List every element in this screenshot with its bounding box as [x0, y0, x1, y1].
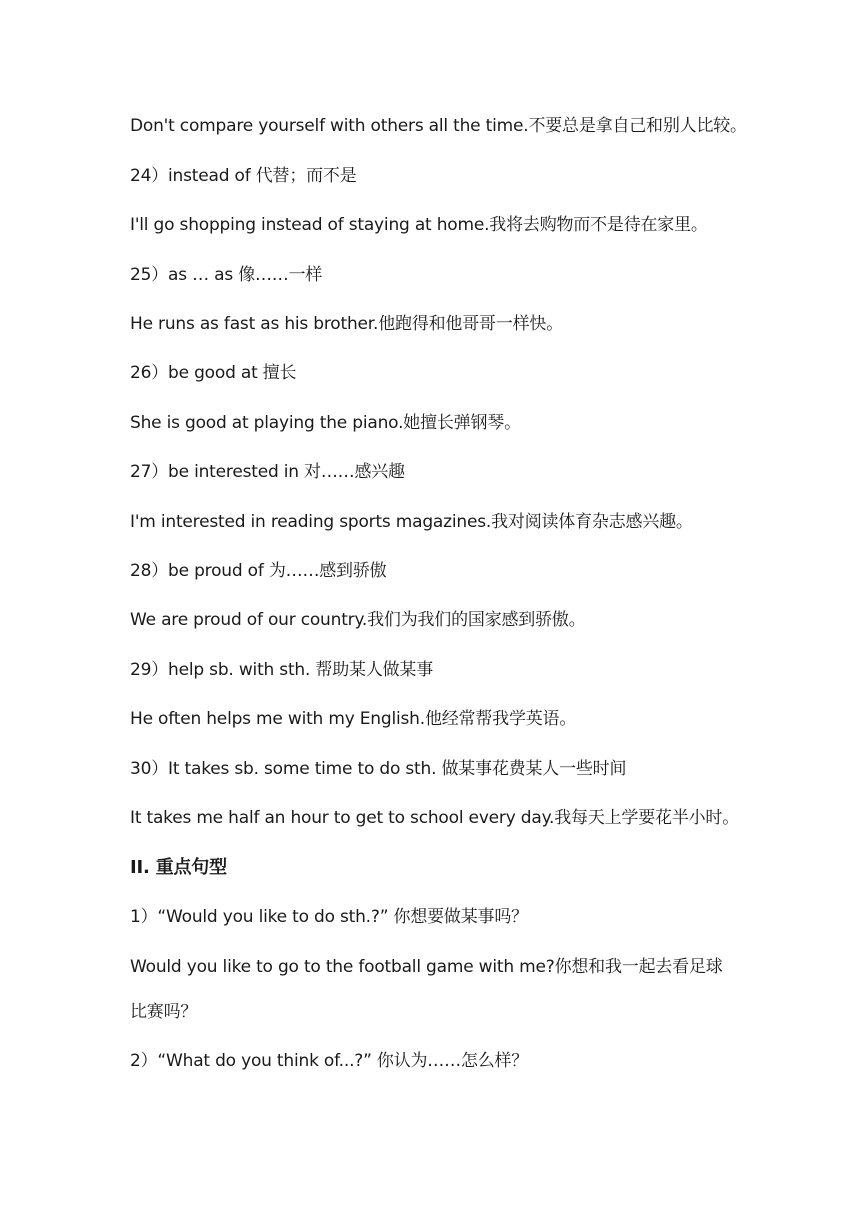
phrase-27-be-interested-in: 27）be interested in 对……感兴趣: [130, 462, 405, 482]
example-sentence-as-as: He runs as fast as his brother.他跑得和他哥哥一样快。: [130, 314, 564, 334]
example-sentence-instead-of: I'll go shopping instead of staying at home.我将去购物而不是待在家里。: [130, 215, 708, 235]
example-sentence-would-you-like-cont: 比赛吗？: [130, 1002, 198, 1022]
document-page: [130, 0, 820, 1216]
example-sentence-proud-of: We are proud of our country.我们为我们的国家感到骄傲。: [130, 610, 586, 630]
phrase-26-be-good-at: 26）be good at 擅长: [130, 363, 297, 383]
phrase-25-as-as: 25）as … as 像……一样: [130, 265, 323, 285]
section-heading-key-sentences: II. 重点句型: [130, 857, 227, 878]
pattern-1-would-you-like: 1）“Would you like to do sth.?” 你想要做某事吗？: [130, 907, 528, 927]
example-sentence-interested-in: I'm interested in reading sports magazines.我对阅读体育杂志感兴趣。: [130, 512, 693, 532]
phrase-24-instead-of: 24）instead of 代替；而不是: [130, 166, 357, 186]
example-sentence-compare: Don't compare yourself with others all the time.不要总是拿自己和别人比较。: [130, 116, 747, 136]
example-sentence-good-at: She is good at playing the piano.她擅长弹钢琴。: [130, 413, 521, 433]
pattern-2-what-do-you-think: 2）“What do you think of...?” 你认为……怎么样？: [130, 1051, 529, 1071]
phrase-29-help-sb-with-sth: 29）help sb. with sth. 帮助某人做某事: [130, 660, 434, 680]
phrase-30-it-takes: 30）It takes sb. some time to do sth. 做某事花费某人一些时间: [130, 759, 627, 779]
example-sentence-it-takes: It takes me half an hour to get to school every day.我每天上学要花半小时。: [130, 808, 740, 828]
example-sentence-help-with: He often helps me with my English.他经常帮我学英语。: [130, 709, 577, 729]
phrase-28-be-proud-of: 28）be proud of 为……感到骄傲: [130, 561, 387, 581]
example-sentence-would-you-like: Would you like to go to the football game with me?你想和我一起去看足球: [130, 957, 723, 977]
